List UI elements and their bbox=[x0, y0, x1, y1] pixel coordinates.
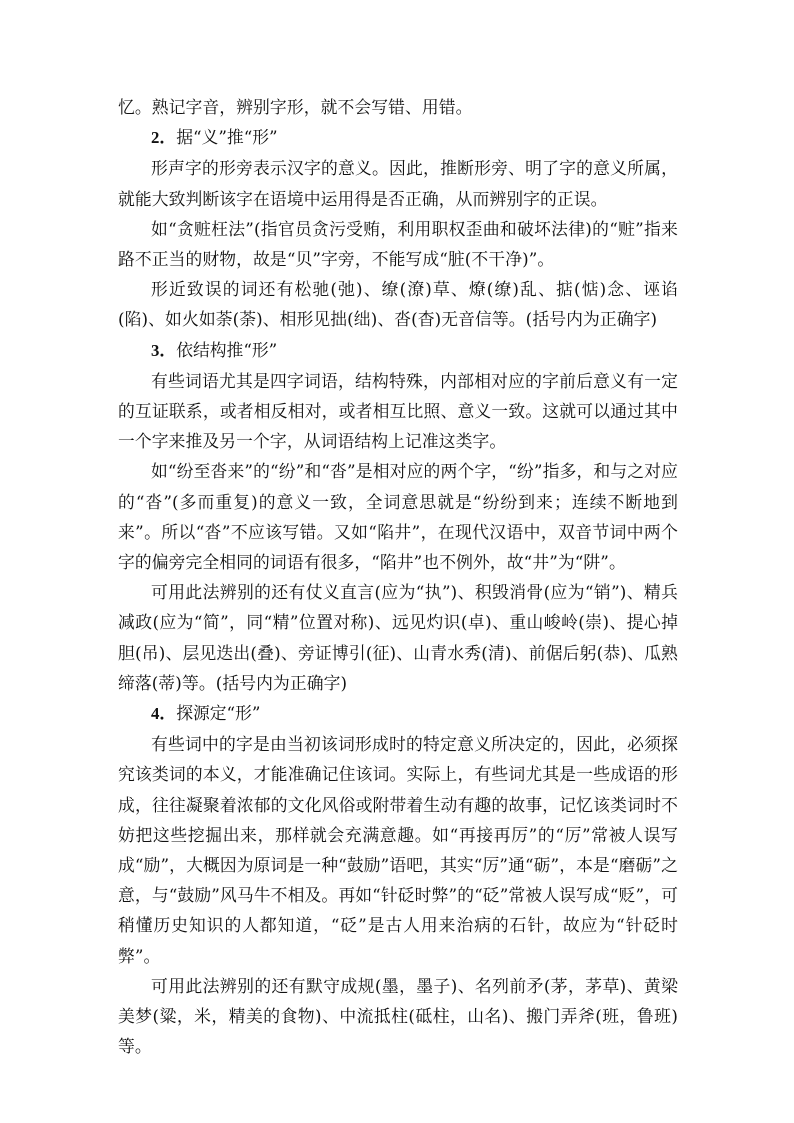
document-page bbox=[118, 92, 678, 1062]
paragraph: 有些词中的字是由当初该词形成时的特定意义所决定的，因此，必须探究该类词的本义，才能准确记住该词。实际上，有些词尤其是一些成语的形成，往往凝聚着浓郁的文化风俗或附带着生动有趣的故事，记忆该类词时不妨把这些挖掘出来，那样就会充满意趣。如“再接再厉”的“厉”常被人误写成“励”，大概因为原词是一种“鼓励”语吧，其实“厉”通“砺”，本是“磨砺”之意，与“鼓励”风马牛不相及。再如“针砭时弊”的“砭”常被人误写成“贬”，可稍懂历史知识的人都知道，“砭”是古人用来治病的石针，故应为“针砭时弊”。 bbox=[118, 734, 678, 966]
paragraph: 如“贪赃枉法”(指官员贪污受贿，利用职权歪曲和破坏法律)的“赃”指来路不正当的财物，故是“贝”字旁，不能写成“脏(不干净)”。 bbox=[118, 218, 678, 270]
paragraph: 形近致误的词还有松驰(弛)、缭(潦)草、燎(缭)乱、掂(惦)念、诬谄(陷)、如火如荼(荼)、相形见拙(绌)、沓(杳)无音信等。(括号内为正确字) bbox=[118, 279, 678, 330]
section-title: 依结构推“形” bbox=[176, 339, 278, 360]
section-heading-2 bbox=[118, 122, 678, 153]
section-title: 据“义”推“形” bbox=[176, 127, 278, 148]
paragraph: 有些词语尤其是四字词语，结构特殊，内部相对应的字前后意义有一定的互证联系，或者相反相对，或者相互比照、意义一致。这就可以通过其中一个字来推及另一个字，从词语结构上记准这类字。 bbox=[118, 370, 678, 452]
paragraph: 如“纷至沓来”的“纷”和“沓”是相对应的两个字，“纷”指多，和与之对应的“沓”(多而重复)的意义一致，全词意思就是“纷纷到来；连续不断地到来”。所以“沓”不应该写错。又如“陷井”，在现代汉语中，双音节词中两个字的偏旁完全相同的词语有很多，“陷井”也不例外，故“井”为“阱”。 bbox=[118, 461, 678, 573]
paragraph: 可用此法辨别的还有仗义直言(应为“执”)、积毁消骨(应为“销”)、精兵减政(应为“简”，同“精”位置对称)、远见灼识(卓)、重山峻岭(崇)、提心掉胆(吊)、层见迭出(叠)、旁证博引(征)、山青水秀(清)、前倨后躬(恭)、瓜熟缔落(蒂)等。(括号内为正确字) bbox=[118, 582, 678, 693]
section-title: 探源定“形” bbox=[176, 703, 261, 724]
paragraph: 形声字的形旁表示汉字的意义。因此，推断形旁、明了字的意义所属，就能大致判断该字在语境中运用得是否正确，从而辨别字的正误。 bbox=[118, 158, 678, 209]
section-number: 4． bbox=[151, 704, 177, 724]
paragraph: 可用此法辨别的还有默守成规(墨，墨子)、名列前矛(茅，茅草)、黄梁美梦(粱，米，精美的食物)、中流抵柱(砥柱，山名)、搬门弄斧(班，鲁班)等。 bbox=[118, 975, 678, 1057]
section-heading-4 bbox=[118, 698, 678, 729]
section-number: 2． bbox=[151, 128, 177, 148]
section-number: 3． bbox=[151, 340, 177, 360]
section-heading-3 bbox=[118, 335, 678, 366]
paragraph-continuation: 忆。熟记字音，辨别字形，就不会写错、用错。 bbox=[118, 97, 473, 117]
